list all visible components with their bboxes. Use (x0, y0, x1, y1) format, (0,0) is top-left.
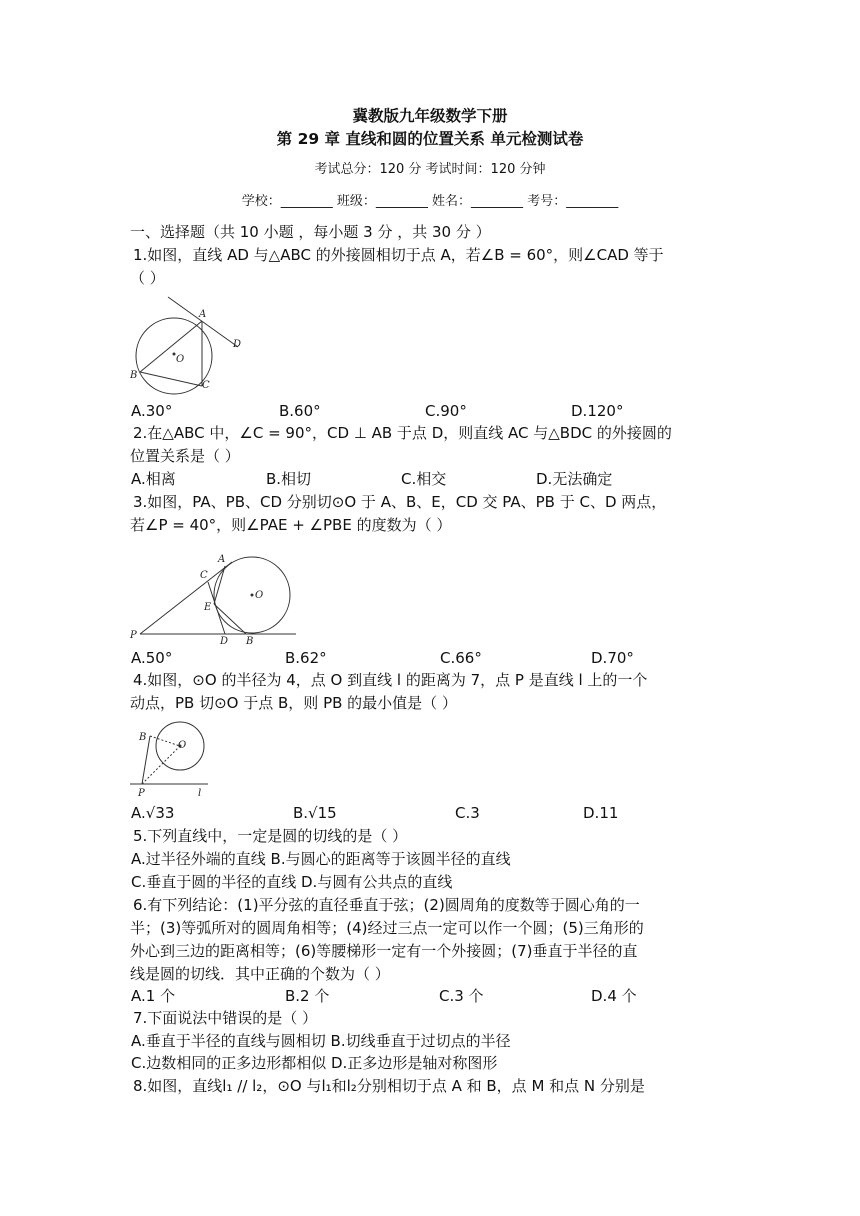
q2-option-a[interactable]: A.相离 (131, 470, 176, 488)
q4-option-d[interactable]: D.11 (583, 804, 619, 822)
q2-option-d[interactable]: D.无法确定 (536, 470, 613, 488)
q1-label-d: D (233, 339, 242, 350)
q8-stem-line1: 8.如图，直线l₁ // l₂，⊙O 与l₁和l₂分别相切于点 A 和 B，点 M 和点 N 分别是 (133, 1077, 645, 1095)
q3-option-b[interactable]: B.62° (285, 649, 327, 667)
q4-stem-line2: 动点，PB 切⊙O 于点 B，则 PB 的最小值是（ ） (130, 694, 457, 712)
q1-option-a[interactable]: A.30° (131, 402, 173, 420)
q3-label-c: C (200, 570, 208, 581)
q4-option-c[interactable]: C.3 (455, 804, 480, 822)
q6-option-a[interactable]: A.1 个 (131, 987, 176, 1005)
q4-label-o: O (178, 740, 187, 751)
q4-figure (128, 718, 212, 798)
q1-label-o: O (176, 354, 185, 365)
chapter-title: 第 29 章 直线和圆的位置关系 单元检测试卷 (276, 130, 584, 148)
q2-option-b[interactable]: B.相切 (266, 470, 312, 488)
q6-option-c[interactable]: C.3 个 (439, 987, 484, 1005)
q1-label-b: B (130, 370, 138, 381)
q1-label-a: A (199, 309, 207, 320)
q4-label-b: B (139, 732, 147, 743)
q1-option-d[interactable]: D.120° (571, 402, 624, 420)
q6-stem-line1: 6.有下列结论：(1)平分弦的直径垂直于弦；(2)圆周角的度数等于圆心角的一 (133, 896, 640, 914)
q5-options-line2[interactable]: C.垂直于圆的半径的直线 D.与圆有公共点的直线 (131, 873, 453, 891)
q6-option-d[interactable]: D.4 个 (591, 987, 637, 1005)
q2-stem-line1: 2.在△ABC 中，∠C = 90°，CD ⊥ AB 于点 D，则直线 AC 与△BDC 的外接圆的 (133, 424, 672, 442)
q3-label-d: D (220, 636, 229, 646)
q3-stem-line1: 3.如图，PA、PB、CD 分别切⊙O 于 A、B、E，CD 交 PA、PB 于 C、D 两点， (133, 493, 667, 511)
q3-label-b: B (246, 636, 254, 646)
q1-figure (128, 292, 248, 396)
q7-stem: 7.下面说法中错误的是（ ） (133, 1009, 318, 1027)
q2-stem-line2: 位置关系是（ ） (130, 447, 240, 465)
q4-option-b[interactable]: B.√15 (293, 804, 337, 822)
q5-options-line1[interactable]: A.过半径外端的直线 B.与圆心的距离等于该圆半径的直线 (131, 850, 511, 868)
q3-stem-line2: 若∠P = 40°，则∠PAE + ∠PBE 的度数为（ ） (130, 516, 452, 534)
q3-option-a[interactable]: A.50° (131, 649, 173, 667)
q6-stem-line2: 半；(3)等弧所对的圆周角相等；(4)经过三点一定可以作一个圆；(5)三角形的 (130, 919, 644, 937)
exam-info: 考试总分：120 分 考试时间：120 分钟 (314, 162, 546, 177)
student-fields: 学校：________ 班级：________ 姓名：________ 考号：________ (241, 194, 619, 209)
q1-label-c: C (202, 380, 210, 391)
q3-label-a: A (218, 554, 226, 565)
q7-options-line1[interactable]: A.垂直于半径的直线与圆相切 B.切线垂直于过切点的半径 (131, 1032, 511, 1050)
q3-label-p: P (130, 630, 137, 641)
q3-figure (128, 548, 300, 646)
q3-label-e: E (204, 602, 212, 613)
section-heading: 一、选择题（共 10 小题 ，每小题 3 分 ，共 30 分 ） (130, 223, 491, 241)
q1-stem-line1: 1.如图，直线 AD 与△ABC 的外接圆相切于点 A，若∠B = 60°，则∠CAD 等于 (133, 246, 664, 264)
q3-option-c[interactable]: C.66° (440, 649, 482, 667)
q4-stem-line1: 4.如图，⊙O 的半径为 4，点 O 到直线 l 的距离为 7，点 P 是直线 l 上的一个 (133, 671, 648, 689)
q6-stem-line4: 线是圆的切线．其中正确的个数为（ ） (130, 965, 390, 983)
q6-option-b[interactable]: B.2 个 (285, 987, 330, 1005)
q6-stem-line3: 外心到三边的距离相等；(6)等腰梯形一定有一个外接圆；(7)垂直于半径的直 (130, 942, 638, 960)
q5-stem: 5.下列直线中，一定是圆的切线的是（ ） (133, 827, 408, 845)
exam-title: 冀教版九年级数学下册 (352, 107, 508, 125)
q1-stem-line2: （ ） (130, 269, 165, 287)
q3-option-d[interactable]: D.70° (591, 649, 634, 667)
q7-options-line2[interactable]: C.边数相同的正多边形都相似 D.正多边形是轴对称图形 (131, 1054, 498, 1072)
q3-label-o: O (255, 590, 264, 601)
q4-option-a[interactable]: A.√33 (131, 804, 175, 822)
q1-option-c[interactable]: C.90° (425, 402, 467, 420)
q2-option-c[interactable]: C.相交 (401, 470, 447, 488)
q1-option-b[interactable]: B.60° (279, 402, 321, 420)
q4-label-l: l (198, 788, 202, 798)
q4-label-p: P (138, 788, 145, 798)
